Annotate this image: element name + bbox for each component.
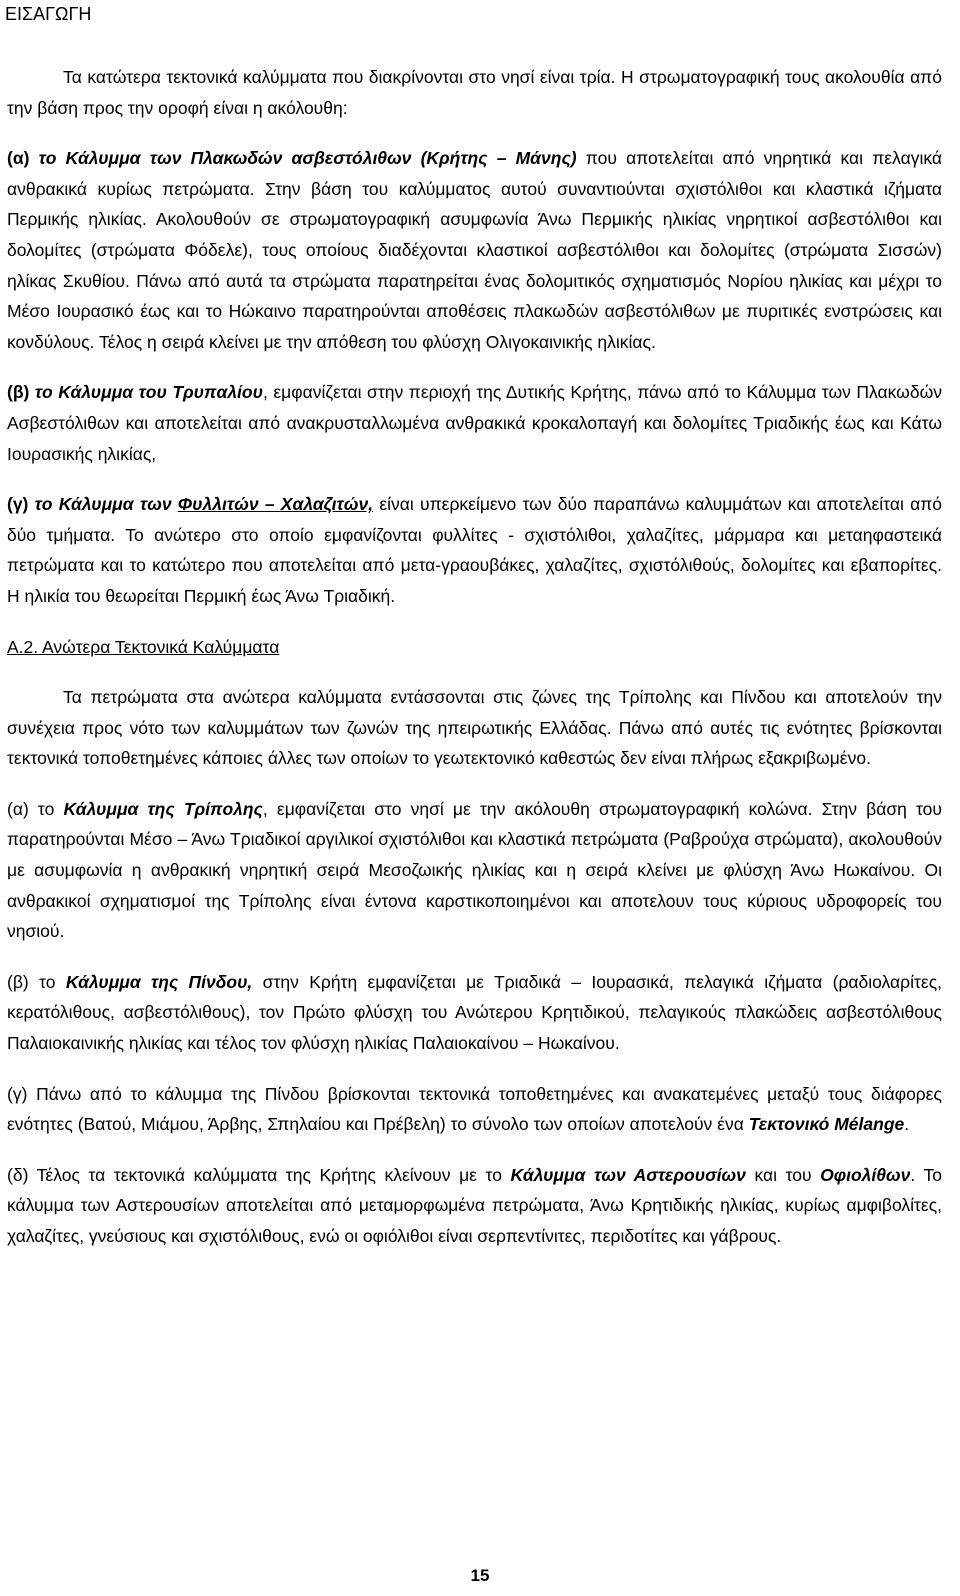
intro-text: Τα κατώτερα τεκτονικά καλύμματα που διακρίνονται στο νησί είναι τρία. Η στρωματογραφική τους ακολουθία από την βάση προς την οροφή είναι η ακόλουθη: [7,67,942,118]
lower-a-marker: (α) [7,148,39,169]
upper-a-text: , εμφανίζεται στο νησί με την ακόλουθη στρωματογραφική κολώνα. Στην βάση του παρατηρούνται Μέσο – Άνω Τριαδικοί αργιλικοί σχιστόλιθοι και κλαστικά πετρώματα (Ραβρούχα στρώματα), ακολουθούν με ασυμφωνία η ανθρακική νηρητική σειρά Μεσοζωικής ηλικίας και η σειρά κλείνει με φλύσχη Άνω Ηωκαίνου. Οι ανθρακικοί σχηματισμοί της Τρίπολης είναι έντονα καρστικοποιημένοι και αποτελουν τους κύριους υδροφορείς του νησιού. [7,798,942,942]
intro-paragraph [7,62,942,123]
upper-nappe-c-paragraph [7,1079,942,1140]
upper-d-name2: Οφιολίθων [820,1164,911,1185]
upper-a-marker: (α) το [7,798,64,819]
page-number: 15 [470,1566,490,1585]
page-heading: ΕΙΣΑΓΩΓΗ [5,4,92,24]
upper-d-name1: Κάλυμμα των Αστερουσίων [510,1164,746,1185]
upper-a-name: Κάλυμμα της Τρίπολης [63,798,263,819]
upper-d-text-before: (δ) Τέλος τα τεκτονικά καλύμματα της Κρήτης κλείνουν με το [7,1164,511,1185]
upper-intro-text: Τα πετρώματα στα ανώτερα καλύμματα εντάσσονται στις ζώνες της Τρίπολης και Πίνδου και αποτελούν την συνέχεια προς νότο των καλυμμάτων των ζωνών της ηπειρωτικής Ελλάδας. Πάνω από αυτές τις ενότητες βρίσκονται τεκτονικά τοποθετημένες κάποιες άλλες των οποίων το γεωτεκτονικό καθεστώς δεν είναι πλήρως εξακριβωμένο. [7,687,942,769]
upper-intro-paragraph [7,682,942,774]
upper-nappe-b-paragraph [7,967,942,1059]
upper-nappe-a-paragraph [7,794,942,947]
lower-a-name: το Κάλυμμα των Πλακωδών ασβεστόλιθων (Κρήτης – Μάνης) [38,148,577,169]
lower-nappe-a-paragraph [7,143,942,357]
lower-b-name: το Κάλυμμα του Τρυπαλίου [34,382,263,403]
section-title: Ανώτερα Τεκτονικά Καλύμματα [42,636,280,657]
section-number: Α.2. [7,636,39,657]
lower-b-text: , εμφανίζεται στην περιοχή της Δυτικής Κρήτης, πάνω από το Κάλυμμα των Πλακωδών Ασβεστόλιθων και αποτελείται από ανακρυσταλλωμένα ανθρακικά κροκαλοπαγή και δολομίτες Τριαδικής έως και Κάτω Ιουρασικής ηλικίας, [7,382,942,464]
upper-b-name: Κάλυμμα της Πίνδου, [65,971,253,992]
lower-c-text: είναι υπερκείμενο των δύο παραπάνω καλυμμάτων και αποτελείται από δύο τμήματα. Το ανώτερο στο οποίο εμφανίζονται φυλλίτες - σχιστόλιθοι, χαλαζίτες, μάρμαρα και μεταηφαστεικά πετρώματα και το κατώτερο που αποτελείται από μετα-γραουβάκες, χαλαζίτες, σχιστόλιθούς, δολομίτες και εβαπορίτες. Η ηλικία του θεωρείται Περμική έως Άνω Τριαδική. [7,494,943,606]
lower-c-marker: (γ) [7,494,35,515]
lower-nappe-c-paragraph [7,489,942,611]
lower-a-text: που αποτελείται από νηρητικά και πελαγικά ανθρακικά κυρίως πετρώματα. Στην βάση του καλύμματος αυτού συναντιούνται σχιστόλιθοι και κλαστικά ιζήματα Περμικής ηλικίας. Ακολουθούν σε στρωματογραφική ασυμφωνία Άνω Περμικής ηλικίας νηρητικοί ασβεστόλιθοι και δολομίτες (στρώματα Φόδελε), τους οποίους διαδέχονται κλαστικοί ασβεστόλιθοι και δολομίτες (στρώματα Σισσών) ηλίκας Σκυθίου. Πάνω από αυτά τα στρώματα παρατηρείται ένας δολομιτικός σχηματισμός Νορίου ηλικίας και μέχρι το Μέσο Ιουρασικό έως και το Ηώκαινο παρατηρούνται αποθέσεις πλακωδών ασβεστόλιθων με πυριτικές ενστρώσεις και κονδύλους. Τέλος η σειρά κλείνει με την απόθεση του φλύσχη Ολιγοκαινικής ηλικίας. [7,148,942,352]
upper-c-text-after: . [904,1114,910,1135]
section-heading [7,632,942,663]
upper-d-text: . Το κάλυμμα των Αστερουσίων αποτελείται από μεταμορφωμένα πετρώματα, Άνω Κρητιδικής ηλικίας, κυρίως αμφιβολίτες, χαλαζίτες, γνεύσιους και σχιστόλιθους, ενώ οι οφιόλιθοι είναι σερπεντίνιτες, περιδοτίτες και γάβρους. [7,1164,942,1246]
upper-nappe-d-paragraph [7,1160,942,1252]
document-body [7,62,942,1252]
lower-b-marker: (β) [7,382,35,403]
upper-d-mid: και του [745,1164,821,1185]
lower-c-name-part2: Φυλλιτών – Χαλαζιτών, [177,494,374,515]
upper-b-marker: (β) το [7,971,66,992]
upper-c-name: Τεκτονικό Mélange [748,1114,905,1135]
upper-b-text: στην Κρήτη εμφανίζεται με Τριαδικά – Ιουρασικά, πελαγικά ιζήματα (ραδιολαρίτες, κερατόλιθους, ασβεστόλιθους), τον Πρώτο φλύσχη του Ανώτερου Κρητιδικού, πελαγικούς πλακώδεις ασβεστόλιθους Παλαιοκαινικής ηλικίας και τέλος τον φλύσχη ηλικίας Παλαιοκαίνου – Ηωκαίνου. [7,971,943,1054]
lower-c-name-part1: το Κάλυμμα των [34,494,178,515]
upper-c-text-before: (γ) Πάνω από το κάλυμμα της Πίνδου βρίσκονται τεκτονικά τοποθετημένες και ανακατεμένες μεταξύ τους διάφορες ενότητες (Βατού, Μιάμου, Άρβης, Σπηλαίου και Πρέβελη) το σύνολο των οποίων αποτελούν ένα [7,1083,942,1135]
lower-nappe-b-paragraph [7,377,942,469]
